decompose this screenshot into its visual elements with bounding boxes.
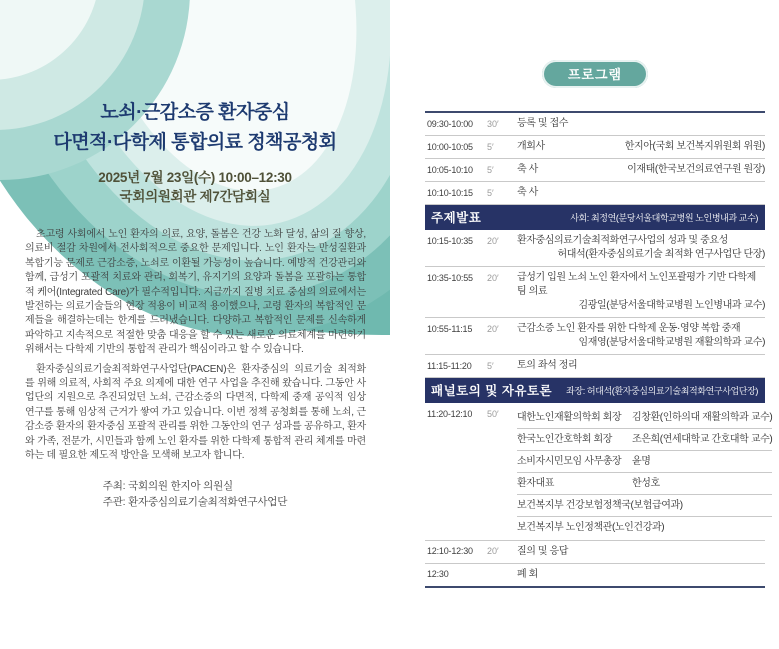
session-title: 토의 좌석 정리: [517, 360, 578, 371]
schedule-row: [425, 564, 765, 586]
panelist-list: [517, 407, 772, 536]
session-speaker: 김광일(분당서울대학교병원 노인병내과 교수): [578, 300, 765, 311]
section-moderator: 사회: 최정연(분당서울대학교병원 노인병내과 교수): [570, 212, 758, 223]
panelist-row: [517, 429, 772, 451]
panelist-role: 환자대표: [517, 477, 555, 489]
row-minutes: 5′: [487, 360, 494, 371]
section-header: [425, 378, 765, 403]
row-line: [517, 359, 765, 373]
panelist-row: [517, 451, 772, 473]
row-time: 11:20-12:10: [427, 408, 473, 419]
panelist-role: 대한노인재활의학회 회장: [517, 411, 622, 423]
panelist-role: 보건복지부 노인정책관(노인건강과): [517, 521, 665, 533]
session-title: 폐 회: [517, 568, 538, 580]
session-speaker: 임재영(분당서울대학교병원 재활의학과 교수): [578, 337, 765, 348]
event-title: [0, 98, 390, 158]
session-title: 환자중심의료기술최적화연구사업의 성과 및 중요성: [517, 235, 728, 246]
row-line: [517, 163, 765, 177]
section-title: 패널토의 및 자유토론: [431, 384, 553, 398]
schedule-row: [425, 159, 765, 182]
schedule-row: [425, 267, 765, 318]
row-time: 10:00-10:05: [427, 141, 473, 152]
program-panel: [390, 0, 779, 580]
panelist-row: [517, 495, 772, 517]
row-content: [517, 359, 765, 373]
schedule-row: [425, 541, 765, 564]
session-speaker: 이재태(한국보건의료연구원 원장): [627, 164, 765, 175]
row-line: [517, 140, 765, 154]
event-title-line1: 노쇠·근감소증 환자중심: [100, 102, 290, 123]
program-badge: 프로그램: [542, 60, 648, 88]
row-content: [517, 322, 765, 350]
left-content: [0, 98, 390, 649]
row-content: [517, 271, 765, 313]
row-content: [517, 163, 765, 177]
schedule-row: [425, 355, 765, 378]
row-minutes: 5′: [487, 164, 494, 175]
event-title-line2: 다면적·다학제 통합의료 정책공청회: [53, 132, 337, 153]
row-time: 10:35-10:55: [427, 272, 473, 283]
row-minutes: 50′: [487, 408, 499, 419]
row-minutes: 30′: [487, 118, 499, 129]
schedule-row: [425, 182, 765, 205]
row-content: [517, 140, 765, 154]
row-content: [517, 186, 765, 200]
row-minutes: 20′: [487, 272, 499, 283]
section-moderator: 좌장: 허대석(환자중심의료기술최적화연구사업단장): [566, 385, 758, 396]
intro-paragraph-1: 초고령 사회에서 노인 환자의 의료, 요양, 돌봄은 건강 노화 달성, 삶의 질 향상, 의료비 절감 차원에서 전사회적으로 중요한 문제입니다. 노인 환자는 만성질환과 복합기능 문제로 근감소증, 노쇠로 이환될 가능성이 높습니다. 예방적 건강관리와 함께, 급성기 포괄적 치료와 관리, 회복기, 유지기의 요양과 돌봄을 포괄하는 통합적 케어(Integrated Care)가 필수적입니다. 지금까지 질병 치료 중심의 의료에서는 발전하는 의료기술들의 현장 적용이 비교적 용이했으나, 고령 환자의 복합적인 문제들을 해결하는데는 한계를 드러냈습니다. 다양하고 복합적인 문제를 신속하게 파악하고 지속적으로 적절한 맞춤 대응을 할 수 있는 새로운 의료체계를 마련하기 위해서는 다학제 기반의 통합적 관리가 핵심이라고 할 수 있습니다.: [25, 229, 366, 356]
row-content: [517, 568, 765, 582]
row-time: 10:15-10:35: [427, 235, 473, 246]
panelist-name: 김창환(인하의대 재활의학과 교수): [632, 411, 773, 423]
panelist-role: 소비자시민모임 사무총장: [517, 455, 622, 467]
session-title: 등록 및 접수: [517, 118, 569, 129]
row-time: 09:30-10:00: [427, 118, 473, 129]
event-venue: 국회의원회관 제7간담회실: [119, 189, 271, 204]
schedule-row: [425, 113, 765, 136]
panelist-row: [517, 407, 772, 429]
session-title: 축 사: [517, 164, 538, 175]
row-content: [517, 234, 765, 262]
row-line: [517, 545, 765, 559]
schedule-row: [425, 403, 773, 541]
row-time: 10:10-10:15: [427, 187, 473, 198]
panelist-row: [517, 473, 772, 495]
row-content: [517, 545, 765, 559]
session-title: 급성기 입원 노쇠 노인 환자에서 노인포괄평가 기반 다학제 팀 의료: [517, 272, 756, 297]
row-minutes: 20′: [487, 323, 499, 334]
session-title: 근감소증 노인 환자를 위한 다학제 운동·영양 복합 중재: [517, 323, 741, 334]
schedule-row: [425, 136, 765, 159]
session-title: 개회사: [517, 141, 545, 152]
row-line: [517, 568, 765, 582]
intro-paragraph-2: 환자중심의료기술최적화연구사업단(PACEN)은 환자중심의 의료기술 최적화를 위해 의료적, 사회적 주요 의제에 대한 연구 사업을 추진해 왔습니다. 그동안 사업단의 지원으로 추진되었던 노쇠, 근감소증의 다면적, 다학제 중재 공익적 임상 연구를 통해 임상적 근거가 쌓여 가고 있습니다. 이번 정책 공청회를 통해 노쇠, 근감소증 환자의 환자중심 포괄적 관리를 위한 그동안의 연구 성과를 공유하고, 환자와 가족, 전문가, 시민들과 함께 노인 환자를 위한 다학제 통합적 관리 체계를 마련하는 데 필요한 제도적 방안을 모색해 보고자 합니다.: [25, 363, 366, 462]
intro-text: [0, 228, 390, 464]
session-title: 축 사: [517, 187, 538, 198]
left-panel: [0, 0, 390, 551]
program-badge-wrap: [425, 60, 765, 88]
row-minutes: [487, 568, 517, 570]
row-line: [517, 186, 765, 200]
schedule-row: [425, 230, 765, 267]
row-minutes: 5′: [487, 141, 494, 152]
session-title: 질의 및 응답: [517, 545, 569, 557]
row-time: 12:30: [427, 569, 449, 579]
row-time: 11:15-11:20: [427, 360, 472, 371]
row-content: [517, 117, 765, 131]
panelist-role: 한국노인간호학회 회장: [517, 433, 612, 445]
panelist-name: 윤명: [632, 455, 651, 467]
section-header: [425, 205, 765, 230]
row-line: [517, 117, 765, 131]
event-datetime: 2025년 7월 23일(수) 10:00–12:30: [98, 170, 292, 185]
session-speaker: 허대석(환자중심의료기술 최적화 연구사업단 단장): [557, 249, 765, 260]
schedule-row: [425, 318, 765, 355]
panelist-role: 보건복지부 건강보험정책국(보험급여과): [517, 499, 683, 511]
row-time: 12:10-12:30: [427, 546, 473, 556]
session-speaker: 한지아(국회 보건복지위원회 위원): [624, 141, 765, 152]
panelist-name: 한성호: [632, 477, 660, 489]
host-line: 주최: 국회의원 한지아 의원실: [102, 479, 233, 492]
row-time: 10:05-10:10: [427, 164, 473, 175]
panelist-row: [517, 517, 772, 536]
panelist-name: 조은희(연세대학교 간호대학 교수): [632, 433, 773, 445]
row-minutes: 20′: [487, 546, 499, 556]
row-minutes: 20′: [487, 235, 499, 246]
section-title: 주제발표: [431, 211, 482, 225]
schedule-table: [425, 111, 773, 588]
row-minutes: 5′: [487, 187, 494, 198]
organizer-line: 주관: 환자중심의료기술최적화연구사업단: [102, 496, 288, 508]
row-time: 10:55-11:15: [427, 323, 473, 334]
host-block: [103, 478, 287, 511]
